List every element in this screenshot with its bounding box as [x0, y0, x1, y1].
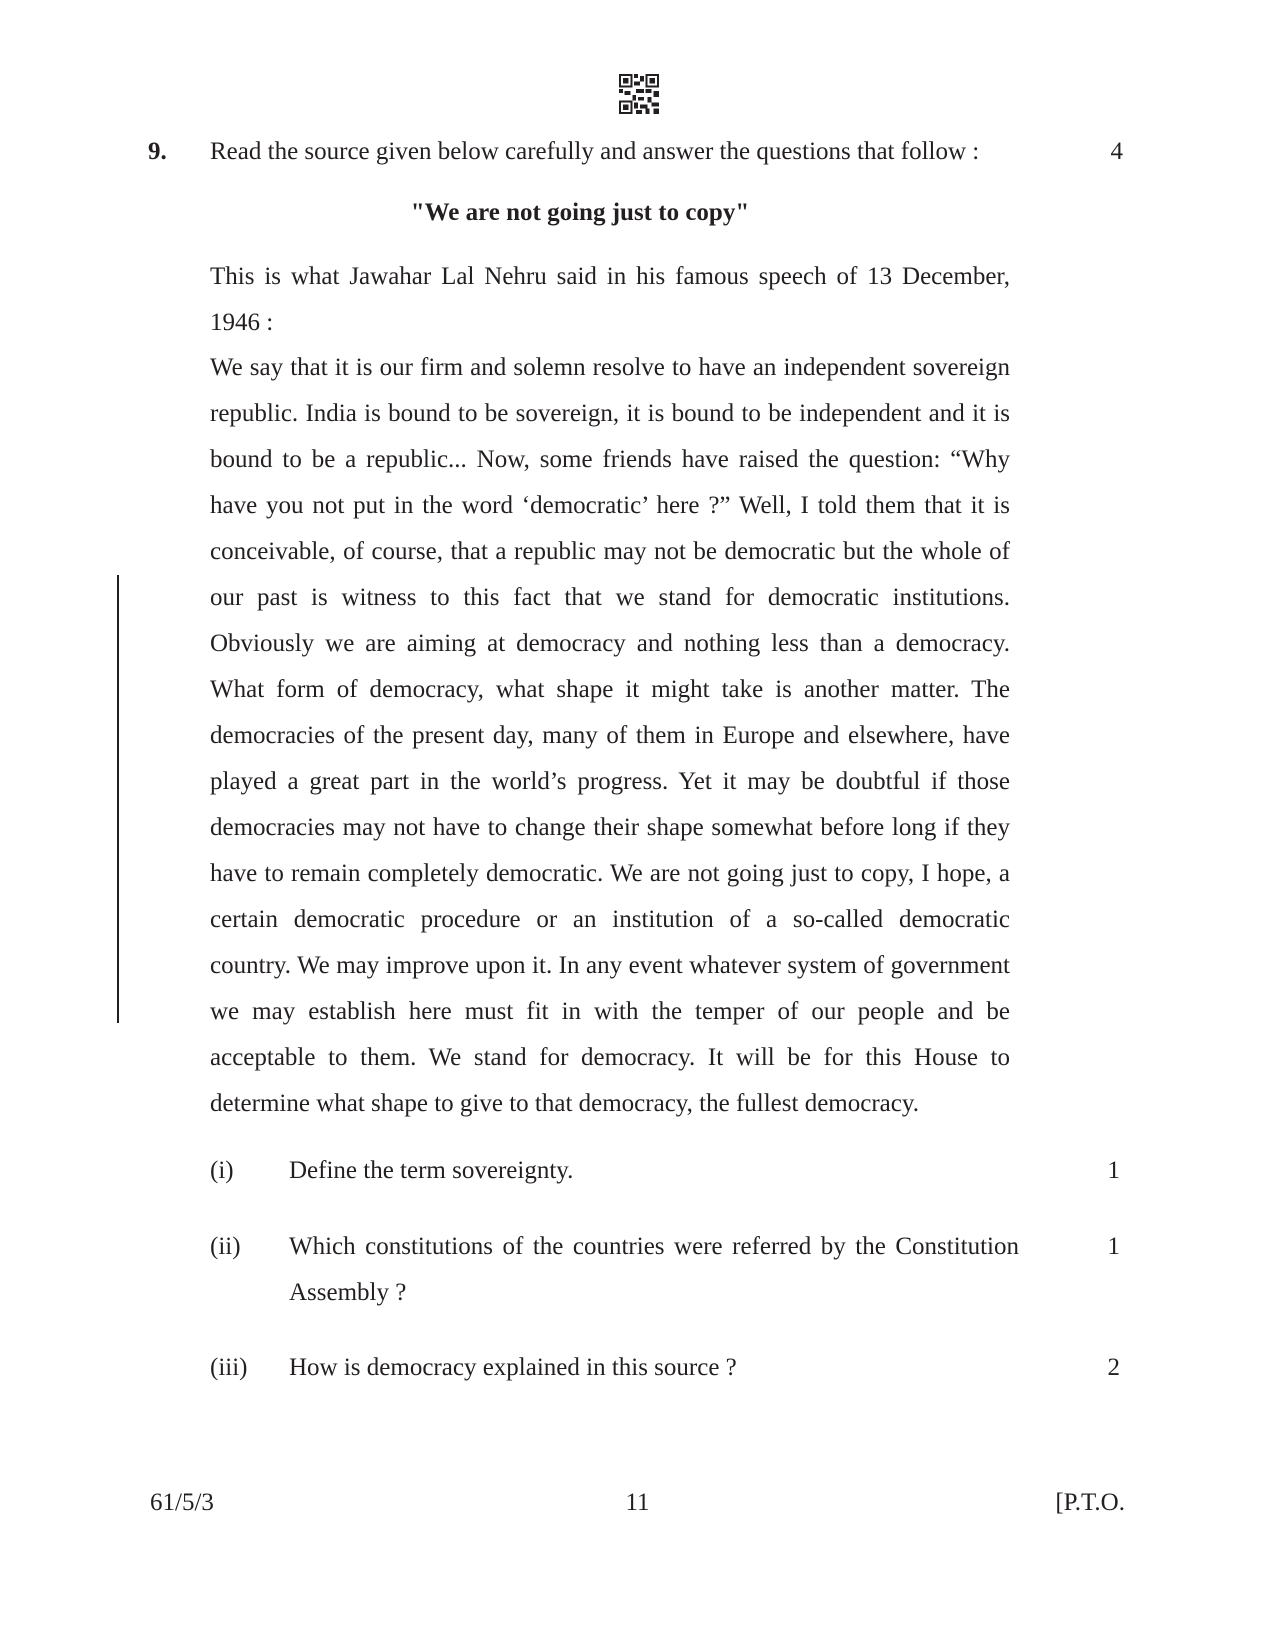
question-marks: 4: [1110, 138, 1123, 165]
subquestion-text: Define the term sovereignty.: [289, 1157, 574, 1184]
source-intro: This is what Jawahar Lal Nehru said in his famous speech of 13 December, 1946 :: [210, 263, 1010, 336]
question-number: 9.: [148, 138, 167, 165]
subquestion-text: How is democracy explained in this source ?: [289, 1354, 737, 1381]
subquestion-marks: 2: [1107, 1354, 1120, 1381]
subquestion-number: (iii): [210, 1354, 248, 1381]
pto-label: [P.T.O.: [1055, 1489, 1125, 1516]
subquestion-number: (i): [210, 1157, 234, 1184]
subquestion-marks: 1: [1107, 1233, 1120, 1260]
source-title: "We are not going just to copy": [410, 199, 750, 226]
qr-code-icon: [619, 74, 659, 114]
subquestion-number: (ii): [210, 1233, 241, 1260]
subquestion-marks: 1: [1107, 1157, 1120, 1184]
page-number: 11: [625, 1489, 650, 1516]
paper-code: 61/5/3: [150, 1489, 214, 1516]
question-instruction: Read the source given below carefully and answer the questions that follow :: [210, 138, 980, 165]
margin-change-bar: [117, 575, 119, 1023]
subquestion-text: Which constitutions of the countries were referred by the Constitution Assembly ?: [289, 1233, 1019, 1306]
source-passage: We say that it is our firm and solemn resolve to have an independent sovereign republic. India is bound to be sovereign, it is bound to be independent and it is bound to be a republic... Now, some friends have raised the question: “Why have you not put in the word ‘democratic’ here ?” Well, I told them that it is conceivable, of course, that a republic may not be democratic but the whole of our past is witness to this fact that we stand for democratic institutions. Obviously we are aiming at democracy and nothing less than a democracy. What form of democracy, what shape it might take is another matter. The democracies of the present day, many of them in Europe and elsewhere, have played a great part in the world’s progress. Yet it may be doubtful if those democracies may not have to change their shape somewhat before long if they have to remain completely democratic. We are not going just to copy, I hope, a certain democratic procedure or an institution of a so-called democratic country. We may improve upon it. In any event whatever system of government we may establish here must fit in with the temper of our people and be acceptable to them. We stand for democracy. It will be for this House to determine what shape to give to that democracy, the fullest democracy.: [210, 354, 1010, 1117]
